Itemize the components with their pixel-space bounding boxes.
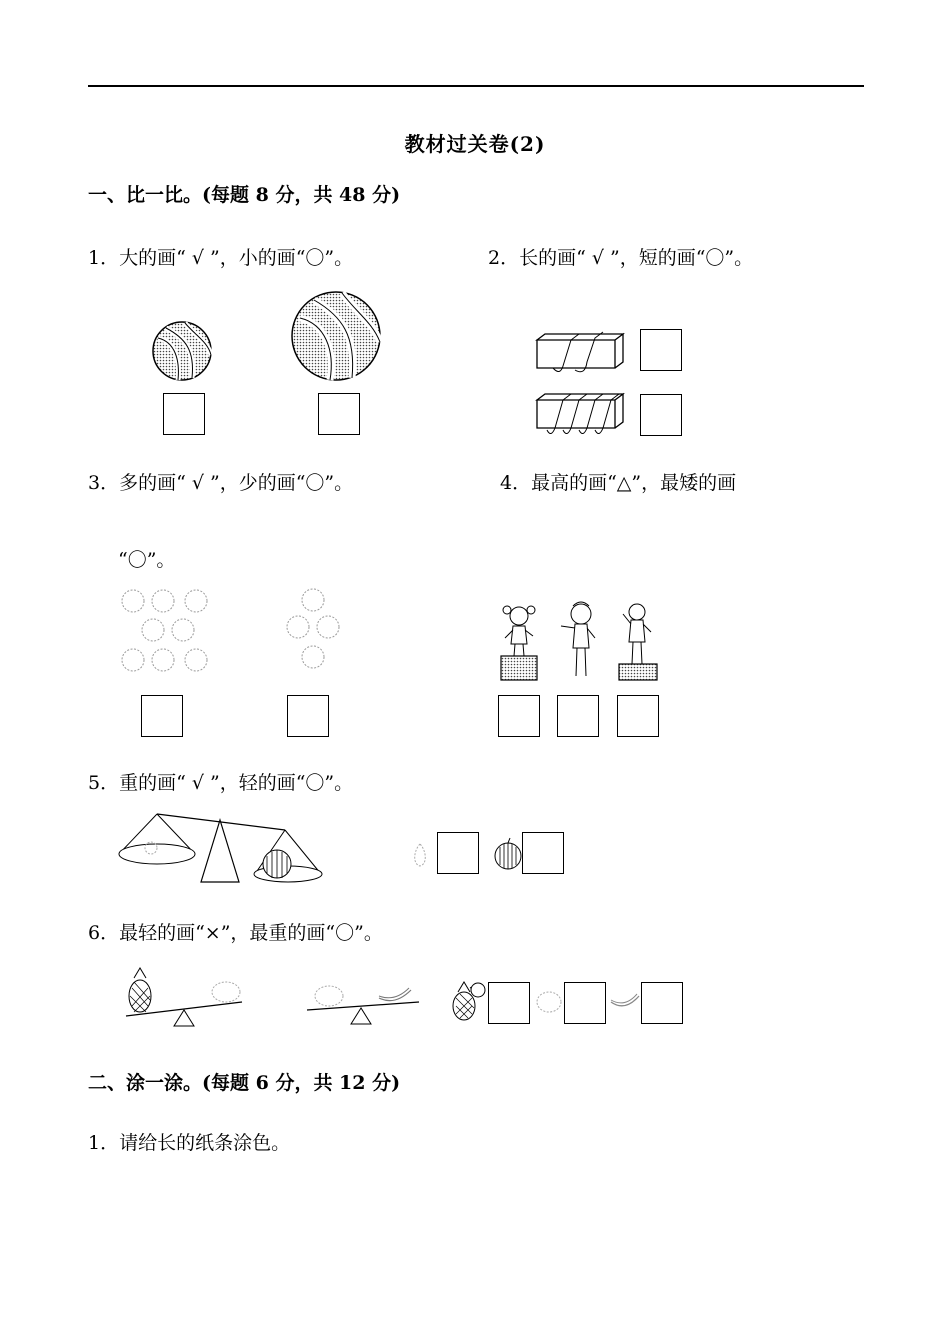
page-title: 教材过关卷(2) [404, 132, 546, 156]
girl-icon [495, 600, 545, 682]
box-with-string-icon [535, 392, 625, 438]
apple-icon [534, 986, 564, 1016]
question-3-text: 3．多的画“ √ ”，少的画“〇”。 [88, 472, 354, 494]
section-2-heading: 二、涂一涂。(每题 6 分，共 12 分) [88, 1072, 401, 1094]
answer-box[interactable] [522, 832, 564, 874]
girl-icon [555, 600, 605, 682]
top-rule [88, 85, 864, 87]
answer-box[interactable] [498, 695, 540, 737]
answer-box[interactable] [163, 393, 205, 435]
question-2-text: 2．长的画“ √ ”，短的画“〇”。 [488, 247, 754, 269]
answer-box[interactable] [641, 982, 683, 1024]
answer-box[interactable] [141, 695, 183, 737]
girl-icon [615, 600, 661, 682]
question-1-text: 1．大的画“ √ ”，小的画“〇”。 [88, 247, 354, 269]
section-2-question-1-text: 1．请给长的纸条涂色。 [88, 1132, 291, 1154]
answer-box[interactable] [488, 982, 530, 1024]
cone-balance-icon [115, 812, 335, 887]
apple-icon [118, 585, 218, 680]
question-5-text: 5．重的画“ √ ”，轻的画“〇”。 [88, 772, 354, 794]
seesaw-icon [122, 966, 247, 1028]
box-with-string-icon [535, 332, 625, 374]
answer-box[interactable] [287, 695, 329, 737]
answer-box[interactable] [640, 394, 682, 436]
section-1-heading: 一、比一比。(每题 8 分，共 48 分) [88, 184, 401, 206]
pineapple-icon [448, 978, 488, 1022]
banana-icon [608, 988, 642, 1014]
answer-box[interactable] [617, 695, 659, 737]
answer-box[interactable] [557, 695, 599, 737]
question-4-text-continued: “〇”。 [118, 549, 176, 571]
basketball-icon [150, 320, 216, 382]
question-6-text: 6．最轻的画“×”，最重的画“〇”。 [88, 922, 383, 944]
watermelon-icon [493, 837, 523, 871]
answer-box[interactable] [564, 982, 606, 1024]
apple-icon [280, 585, 350, 680]
answer-box[interactable] [318, 393, 360, 435]
answer-box[interactable] [640, 329, 682, 371]
pear-icon [408, 840, 432, 868]
basketball-icon [290, 290, 384, 382]
seesaw-icon [305, 970, 423, 1028]
question-4-text: 4．最高的画“△”，最矮的画 [500, 472, 737, 494]
answer-box[interactable] [437, 832, 479, 874]
